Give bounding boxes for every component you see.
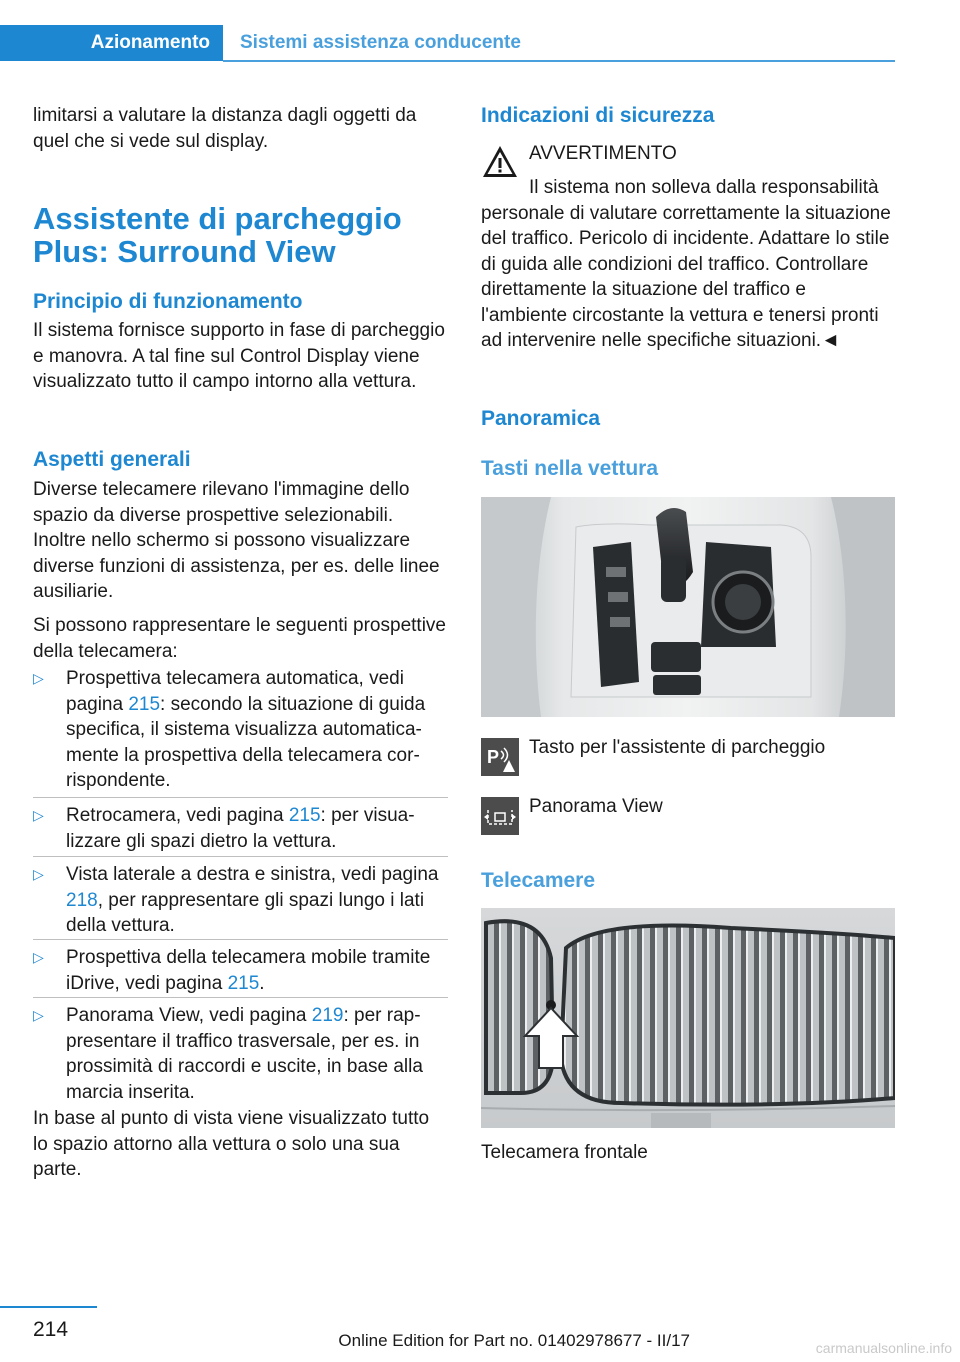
- warning-paragraph: Il sistema non solleva dalla responsabilità personale di valutare correttamente la situazione del traffico. Pericolo di incidente. Adattare lo stile di guida alle condizioni del traffico. Controllare direttamente la situazione del traffico e l'ambiente circostante la vettura e tenersi pronti ad intervenire nelle specifiche situazioni.◄: [481, 177, 891, 351]
- page-link[interactable]: 218: [66, 889, 98, 911]
- closing-paragraph: In base al punto di vista viene visualizzato tutto lo spazio attorno alla vettura o solo una sua parte.: [33, 1108, 430, 1180]
- principle-heading: Principio di funzionamento: [33, 290, 303, 313]
- watermark: carmanualsonline.info: [815, 1340, 952, 1356]
- bullet-triangle-icon: ▷: [33, 670, 44, 686]
- general-paragraph: Diverse telecamere rilevano l'immagine dello spazio da diverse prospettive selezionabili. Inoltre nello schermo si possono visualizzare diverse funzioni di assistenza, per es. delle linee ausiliarie.: [33, 479, 440, 602]
- bullet-triangle-icon: ▷: [33, 1007, 44, 1023]
- list-intro: Si possono rappresentare le seguenti prospettive della telecamera:: [33, 615, 446, 662]
- page-link[interactable]: 215: [288, 805, 321, 826]
- bullet-triangle-icon: ▷: [33, 807, 44, 823]
- intro-paragraph: limitarsi a valutare la distanza dagli oggetti da quel che si vede sul display.: [33, 105, 417, 152]
- page-header: [0, 25, 895, 61]
- overview-heading: Panoramica: [481, 407, 601, 430]
- page-link[interactable]: 215: [227, 972, 260, 994]
- list-divider: [33, 856, 448, 857]
- principle-paragraph: Il sistema fornisce supporto in fase di parcheggio e manovra. A tal fine sul Control Display viene visualizzato tutto il campo intorno alla vettura.: [33, 320, 445, 392]
- bullet-triangle-icon: ▷: [33, 949, 44, 965]
- header-rule: [223, 60, 895, 62]
- cameras-heading: Telecamere: [481, 869, 596, 892]
- buttons-heading: Tasti nella vettura: [481, 457, 659, 480]
- page-number: 214: [33, 1318, 69, 1341]
- bullet-triangle-icon: ▷: [33, 866, 44, 882]
- safety-heading: Indicazioni di sicurezza: [481, 104, 715, 127]
- edition-info: Online Edition for Part no. 01402978677 - II/17: [338, 1331, 690, 1350]
- warning-label: AVVERTIMENTO: [529, 143, 677, 164]
- page-link[interactable]: 215: [128, 693, 161, 715]
- subsection-tab[interactable]: Sistemi assistenza conducente: [240, 32, 521, 53]
- general-heading: Aspetti generali: [33, 448, 191, 471]
- front-camera-caption: Telecamera frontale: [481, 1142, 648, 1163]
- list-divider: [33, 997, 448, 998]
- section-tab[interactable]: Azionamento: [0, 25, 223, 61]
- panorama-view-key-label: Panorama View: [529, 796, 663, 817]
- front-camera-photo: [481, 908, 895, 1128]
- list-divider: [33, 797, 448, 798]
- park-assist-key-label: Tasto per l'assistente di parcheggio: [529, 737, 826, 758]
- page-link[interactable]: 219: [311, 1005, 344, 1026]
- list-divider: [33, 939, 448, 940]
- footer-rule: [0, 1306, 97, 1308]
- section-title: Assistente di parcheggio Plus: Surround View: [33, 201, 402, 269]
- center-console-photo: [481, 497, 895, 717]
- svg-text:P: P: [487, 747, 500, 767]
- park-assist-key-icon: [481, 738, 519, 776]
- panorama-view-key-icon: [481, 797, 519, 835]
